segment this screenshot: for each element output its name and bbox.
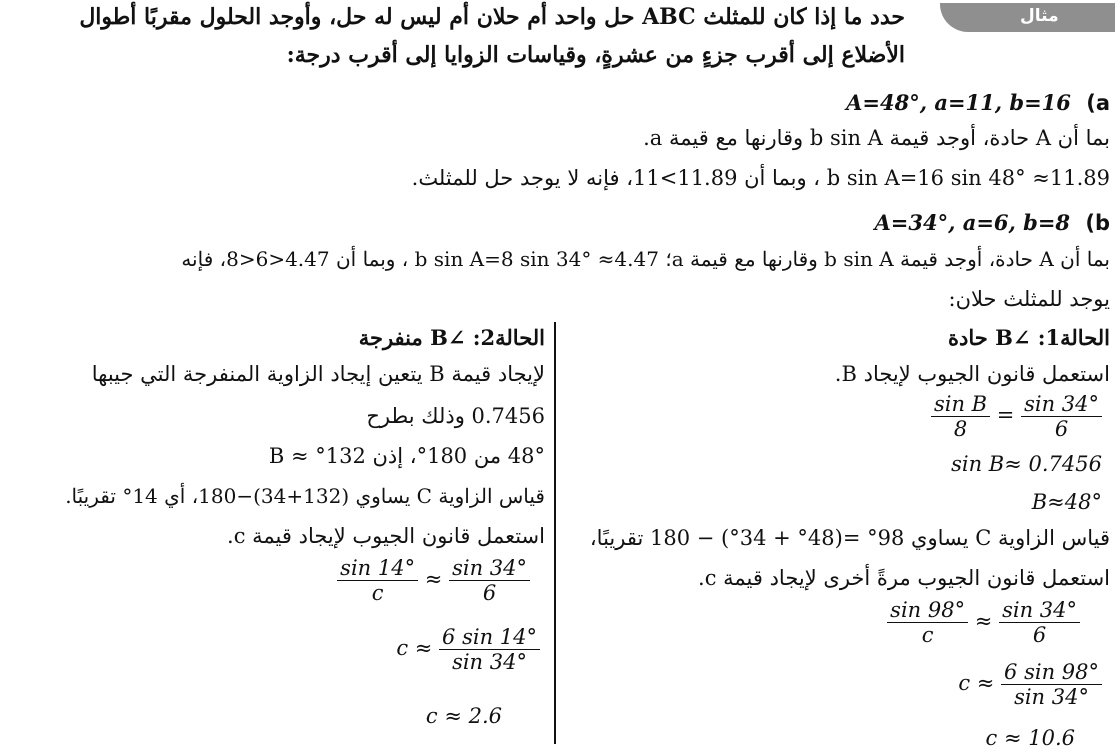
c-approx-prefix: c ≈ — [396, 636, 433, 660]
case1-fraction-right — [1021, 392, 1102, 441]
part-a-line1: بما أن A حادة، أوجد قيمة b sin A وقارنها مع قيمة a. — [643, 126, 1110, 150]
fraction-denominator: c — [371, 581, 384, 605]
part-a-line2: b sin A=16 sin 48° ≈11.89 ، وبما أن 11.89>11، فإنه لا يوجد حل للمثلث. — [411, 166, 1110, 190]
fraction-denominator: 6 — [1054, 417, 1069, 441]
fraction-denominator: 6 — [1032, 623, 1047, 647]
part-a-given — [846, 90, 1110, 115]
case2-line5: استعمل قانون الجيوب لإيجاد قيمة c. — [227, 524, 545, 548]
case2-c-expression — [396, 625, 540, 674]
problem-statement-line1: حدد ما إذا كان للمثلث ABC حل واحد أم حلان أم ليس له حل، وأوجد الحلول مقربًا أطوال — [79, 4, 905, 30]
case1-line5: استعمل قانون الجيوب مرةً أخرى لإيجاد قيمة c. — [698, 566, 1110, 590]
case1-angle-C: قياس الزاوية C يساوي 98° =(48° + 34°) − 180 تقريبًا، — [589, 526, 1110, 550]
part-b-label: (b — [1085, 211, 1110, 235]
case1-line1: استعمل قانون الجيوب لإيجاد B. — [834, 362, 1110, 386]
fraction-numerator: sin B — [931, 392, 990, 417]
fraction-numerator: sin 14° — [337, 556, 418, 581]
case2-title: الحالة2: ∠B منفرجة — [358, 325, 545, 350]
fraction-denominator: sin 34° — [452, 650, 527, 674]
problem-statement-line2: الأضلاع إلى أقرب جزءٍ من عشرةٍ، وقياسات الزوايا إلى أقرب درجة: — [286, 42, 905, 68]
case1-c-value: c ≈ 10.6 — [985, 726, 1075, 750]
part-b-line2: يوجد للمثلث حلان: — [948, 287, 1110, 311]
case2-fraction-right — [449, 556, 530, 605]
case1-fraction-left — [931, 392, 990, 441]
case2-angle-C: قياس الزاوية C يساوي (132+34)−180، أي 14° تقريبًا. — [65, 484, 545, 508]
case1-ratio-equation: $\frac{\text{sin B}}{8}$ = $\frac{\sin 34^\circ}{6}$ — [931, 392, 1102, 441]
case1-ratio-equation-2: $\frac{\sin 98^\circ}{c}$ ≈ $\frac{\sin 34^\circ}{6}$ — [887, 598, 1080, 647]
part-a-values: A=48°, a=11, b=16 — [846, 90, 1071, 115]
example-badge-label: مثال — [1020, 6, 1059, 26]
case1-fraction-left-2 — [887, 598, 968, 647]
part-b-line1: بما أن A حادة، أوجد قيمة b sin A وقارنها مع قيمة a؛ b sin A=8 sin 34° ≈4.47 ، وبما أن 4.47<6<8، فإنه — [181, 247, 1110, 271]
fraction-numerator: 6 sin 98° — [1001, 660, 1102, 685]
c-approx-prefix: c ≈ — [958, 671, 995, 695]
fraction-numerator: sin 34° — [449, 556, 530, 581]
case1-sinB-value: sin B≈ 0.7456 — [951, 452, 1102, 476]
fraction-numerator: sin 34° — [1021, 392, 1102, 417]
part-b-values: A=34°, a=6, b=8 — [874, 210, 1071, 235]
case2-ratio-equation: $\frac{\sin 14^\circ}{c}$ ≈ $\frac{\sin 34^\circ}{6}$ — [337, 556, 530, 605]
case2-fraction-left — [337, 556, 418, 605]
part-a-label: (a — [1086, 91, 1110, 115]
fraction-denominator: c — [921, 623, 934, 647]
case2-c-fraction — [439, 625, 540, 674]
case2-line1: لإيجاد قيمة B يتعين إيجاد الزاوية المنفرجة التي جيبها — [91, 362, 545, 386]
fraction-denominator: sin 34° — [1014, 685, 1089, 709]
case1-c-expression — [958, 660, 1102, 709]
case2-line3: 48° من 180°، إذن 132° ≈ B — [268, 444, 545, 468]
fraction-numerator: sin 34° — [999, 598, 1080, 623]
case1-c-fraction — [1001, 660, 1102, 709]
case2-c-value: c ≈ 2.6 — [425, 704, 502, 728]
column-divider — [554, 322, 556, 744]
case1-fraction-right-2 — [999, 598, 1080, 647]
case1-B-value: B≈48° — [1031, 490, 1102, 514]
part-b-given — [874, 210, 1110, 235]
fraction-numerator: 6 sin 14° — [439, 625, 540, 650]
fraction-denominator: 8 — [953, 417, 968, 441]
case2-line2: 0.7456 وذلك بطرح — [366, 404, 545, 428]
fraction-denominator: 6 — [482, 581, 497, 605]
case1-title: الحالة1: ∠B حادة — [948, 325, 1110, 350]
fraction-numerator: sin 98° — [887, 598, 968, 623]
